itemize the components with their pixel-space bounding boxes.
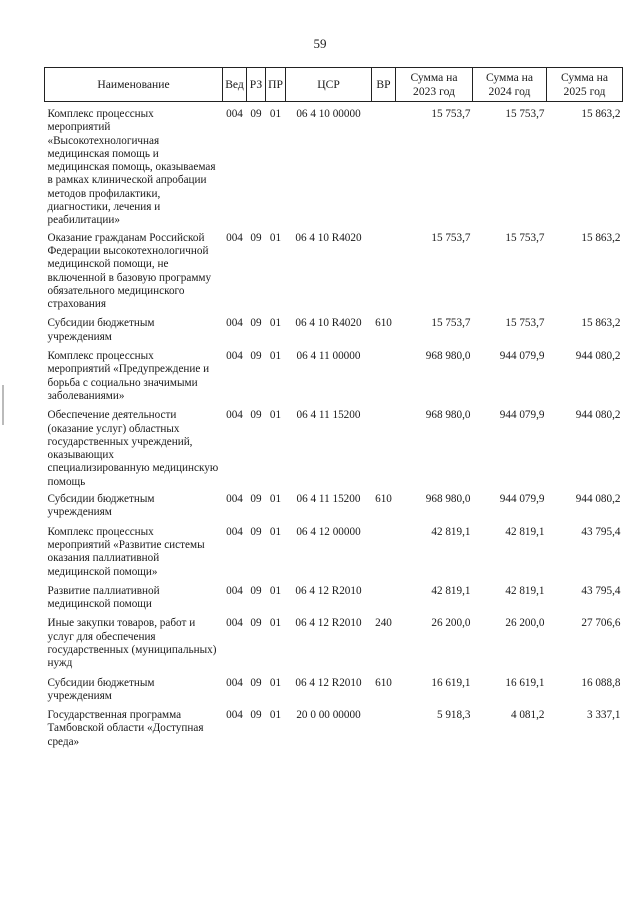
row-sum-2024-cell: 944 079,9 bbox=[499, 409, 545, 422]
table-row bbox=[45, 403, 623, 489]
row-pr-cell: 01 bbox=[269, 493, 282, 506]
row-pr-cell: 01 bbox=[269, 617, 282, 630]
row-name-cell: Развитие паллиативной медицинской помощи bbox=[47, 584, 160, 611]
row-sum-2024-cell: 15 753,7 bbox=[505, 317, 545, 330]
row-ved-cell: 004 bbox=[226, 231, 243, 244]
row-sum-2023-cell: 42 819,1 bbox=[431, 525, 471, 538]
row-sum-2025-cell: 43 795,4 bbox=[581, 525, 621, 538]
row-csr-cell: 06 4 12 R2010 bbox=[295, 584, 362, 597]
row-pr-cell: 01 bbox=[269, 231, 282, 244]
row-sum-2024-cell: 15 753,7 bbox=[505, 108, 545, 120]
row-sum-2024-cell: 26 200,0 bbox=[505, 617, 545, 630]
header-csr: ЦСР bbox=[286, 68, 372, 102]
row-vr-cell: 240 bbox=[375, 617, 392, 630]
row-vr-cell bbox=[372, 520, 396, 579]
row-rz-cell: 09 bbox=[250, 409, 262, 422]
row-vr-cell bbox=[372, 344, 396, 403]
row-name-cell: Комплекс процессных мероприятий «Развитие системы оказания паллиативной медицинской помощи» bbox=[47, 525, 205, 578]
table-row bbox=[45, 520, 623, 579]
row-rz-cell: 09 bbox=[250, 676, 262, 689]
table-body bbox=[45, 102, 623, 750]
budget-table bbox=[44, 67, 623, 749]
row-sum-2024-cell: 944 079,9 bbox=[499, 350, 545, 363]
row-sum-2023-cell: 26 200,0 bbox=[431, 617, 471, 630]
table-row bbox=[45, 703, 623, 749]
row-sum-2025-cell: 944 080,2 bbox=[575, 350, 621, 363]
header-vr: ВР bbox=[372, 68, 396, 102]
row-vr-cell bbox=[372, 403, 396, 489]
row-ved-cell: 004 bbox=[226, 584, 243, 597]
row-csr-cell: 06 4 11 15200 bbox=[296, 493, 361, 506]
row-sum-2023-cell: 15 753,7 bbox=[431, 108, 471, 120]
header-ved: Вед bbox=[223, 68, 247, 102]
table-header bbox=[45, 68, 623, 102]
row-sum-2023-cell: 968 980,0 bbox=[425, 493, 471, 506]
row-name-cell: Оказание гражданам Российской Федерации высокотехнологичной медицинской помощи, не включенной в базовую программу обязательного медицинского страхования bbox=[47, 231, 212, 311]
row-vr-cell: 610 bbox=[375, 676, 392, 689]
row-ved-cell: 004 bbox=[226, 108, 243, 120]
row-ved-cell: 004 bbox=[226, 525, 243, 538]
row-csr-cell: 06 4 11 00000 bbox=[296, 350, 361, 363]
row-ved-cell: 004 bbox=[226, 317, 243, 330]
row-sum-2024-cell: 42 819,1 bbox=[505, 584, 545, 597]
row-rz-cell: 09 bbox=[250, 231, 262, 244]
row-sum-2023-cell: 968 980,0 bbox=[425, 409, 471, 422]
row-sum-2025-cell: 43 795,4 bbox=[581, 584, 621, 597]
table-row bbox=[45, 489, 623, 520]
row-sum-2025-cell: 944 080,2 bbox=[575, 409, 621, 422]
row-sum-2025-cell: 15 863,2 bbox=[581, 108, 621, 120]
binding-mark bbox=[2, 385, 4, 425]
row-rz-cell: 09 bbox=[250, 108, 262, 120]
row-ved-cell: 004 bbox=[226, 493, 243, 506]
row-csr-cell: 06 4 10 R4020 bbox=[295, 317, 362, 330]
row-sum-2025-cell: 944 080,2 bbox=[575, 493, 621, 506]
row-csr-cell: 06 4 11 15200 bbox=[296, 409, 361, 422]
row-sum-2024-cell: 4 081,2 bbox=[510, 709, 545, 722]
row-sum-2023-cell: 15 753,7 bbox=[431, 317, 471, 330]
row-rz-cell: 09 bbox=[250, 317, 262, 330]
row-vr-cell: 610 bbox=[375, 493, 392, 506]
row-pr-cell: 01 bbox=[269, 584, 282, 597]
table-row bbox=[45, 228, 623, 312]
table-row bbox=[45, 311, 623, 344]
row-name-cell: Иные закупки товаров, работ и услуг для обеспечения государственных (муниципальных) нужд bbox=[47, 617, 217, 670]
row-ved-cell: 004 bbox=[226, 709, 243, 722]
row-name-cell: Государственная программа Тамбовской области «Доступная среда» bbox=[47, 709, 204, 748]
row-csr-cell: 06 4 12 R2010 bbox=[295, 617, 362, 630]
row-rz-cell: 09 bbox=[250, 617, 262, 630]
row-sum-2024-cell: 15 753,7 bbox=[505, 231, 545, 244]
row-ved-cell: 004 bbox=[226, 409, 243, 422]
row-sum-2025-cell: 15 863,2 bbox=[581, 231, 621, 244]
row-rz-cell: 09 bbox=[250, 709, 262, 722]
row-name-cell: Субсидии бюджетным учреждениям bbox=[47, 317, 155, 343]
row-csr-cell: 06 4 12 00000 bbox=[296, 525, 361, 538]
row-csr-cell: 20 0 00 00000 bbox=[296, 709, 361, 722]
header-pr: ПР bbox=[266, 68, 286, 102]
row-name-cell: Комплекс процессных мероприятий «Предупреждение и борьба с социально значимыми заболеваниями» bbox=[47, 350, 210, 402]
table-row bbox=[45, 579, 623, 612]
row-name-cell: Комплекс процессных мероприятий «Высокотехнологичная медицинская помощь и медицинская помощь, оказываемая в рамках клинической апробации методов профилактики, диагностики, лечения и реабилитации» bbox=[47, 108, 216, 227]
page-number: 59 bbox=[313, 36, 327, 51]
row-vr-cell bbox=[372, 703, 396, 749]
header-sum-2024: Сумма на 2024 год bbox=[473, 68, 547, 102]
row-sum-2024-cell: 16 619,1 bbox=[505, 676, 545, 689]
table-row bbox=[45, 671, 623, 704]
table-row bbox=[45, 102, 623, 228]
header-rz: РЗ bbox=[247, 68, 266, 102]
row-rz-cell: 09 bbox=[250, 350, 262, 363]
row-rz-cell: 09 bbox=[250, 493, 262, 506]
row-pr-cell: 01 bbox=[269, 350, 282, 363]
row-pr-cell: 01 bbox=[269, 709, 282, 722]
row-sum-2023-cell: 42 819,1 bbox=[431, 584, 471, 597]
row-vr-cell bbox=[372, 102, 396, 228]
table-row bbox=[45, 344, 623, 403]
row-pr-cell: 01 bbox=[269, 525, 282, 538]
row-sum-2025-cell: 27 706,6 bbox=[581, 617, 621, 630]
row-pr-cell: 01 bbox=[269, 676, 282, 689]
row-name-cell: Субсидии бюджетным учреждениям bbox=[47, 676, 155, 702]
row-csr-cell: 06 4 12 R2010 bbox=[295, 676, 362, 689]
header-name: Наименование bbox=[45, 68, 223, 102]
header-sum-2025: Сумма на 2025 год bbox=[547, 68, 623, 102]
row-sum-2024-cell: 944 079,9 bbox=[499, 493, 545, 506]
row-ved-cell: 004 bbox=[226, 617, 243, 630]
row-sum-2025-cell: 16 088,8 bbox=[581, 676, 621, 689]
row-csr-cell: 06 4 10 R4020 bbox=[295, 231, 362, 244]
row-csr-cell: 06 4 10 00000 bbox=[296, 108, 361, 120]
row-vr-cell bbox=[372, 228, 396, 312]
row-name-cell: Субсидии бюджетным учреждениям bbox=[47, 493, 155, 519]
row-name-cell: Обеспечение деятельности (оказание услуг) областных государственных учреждений, оказывающих специализированную медицинскую помощь bbox=[47, 409, 219, 488]
header-sum-2023: Сумма на 2023 год bbox=[396, 68, 473, 102]
row-ved-cell: 004 bbox=[226, 350, 243, 363]
row-vr-cell bbox=[372, 579, 396, 612]
row-sum-2025-cell: 15 863,2 bbox=[581, 317, 621, 330]
row-sum-2024-cell: 42 819,1 bbox=[505, 525, 545, 538]
row-ved-cell: 004 bbox=[226, 676, 243, 689]
row-sum-2025-cell: 3 337,1 bbox=[586, 709, 621, 722]
row-rz-cell: 09 bbox=[250, 584, 262, 597]
row-pr-cell: 01 bbox=[269, 108, 282, 120]
row-pr-cell: 01 bbox=[269, 409, 282, 422]
row-sum-2023-cell: 968 980,0 bbox=[425, 350, 471, 363]
table-row bbox=[45, 611, 623, 670]
row-sum-2023-cell: 16 619,1 bbox=[431, 676, 471, 689]
row-rz-cell: 09 bbox=[250, 525, 262, 538]
row-vr-cell: 610 bbox=[375, 317, 392, 330]
row-sum-2023-cell: 5 918,3 bbox=[436, 709, 471, 722]
row-sum-2023-cell: 15 753,7 bbox=[431, 231, 471, 244]
row-pr-cell: 01 bbox=[269, 317, 282, 330]
